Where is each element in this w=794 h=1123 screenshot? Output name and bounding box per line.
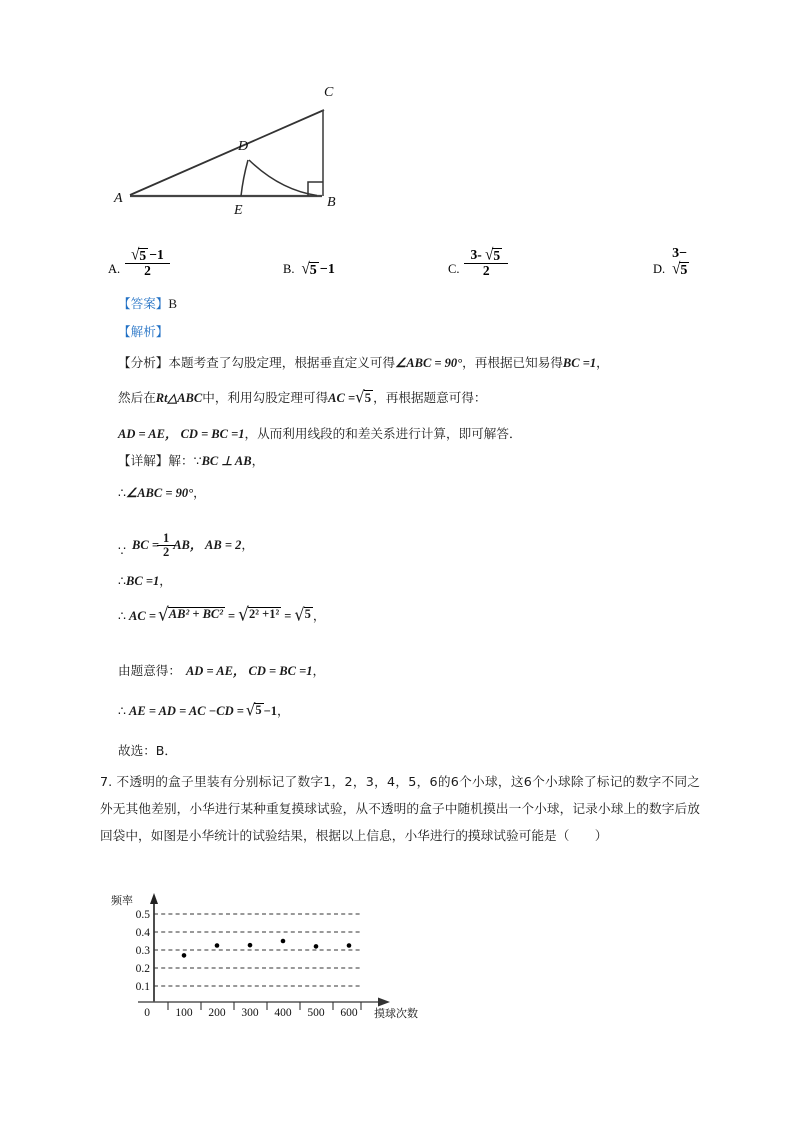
detail-step1-math: BC ⊥ AB bbox=[201, 454, 252, 468]
analysis-line1-text-a: 本题考查了勾股定理，根据垂直定义可得 bbox=[168, 355, 396, 370]
chart-xlabel: 摸球次数 bbox=[374, 1007, 418, 1020]
label-A: A bbox=[114, 191, 123, 206]
detail-step2-tail: ， bbox=[193, 485, 206, 500]
detail-step7-tail: ， bbox=[277, 703, 290, 718]
chart-gridlines bbox=[154, 914, 360, 986]
option-b[interactable] bbox=[283, 262, 335, 278]
option-d[interactable] bbox=[653, 246, 689, 278]
analysis-line2-math-2: AC = bbox=[328, 391, 356, 405]
analysis-line-2 bbox=[118, 387, 487, 406]
detail-step5-equals-2: = bbox=[284, 609, 292, 623]
question-7-text: 不透明的盒子里装有分别标记了数字1，2，3，4，5，6的6个小球，这6个小球除了标记的数字不同之外无其他差别，小华进行某种重复摸球试验，从不透明的盒子中随机摸出一个小球，记录小球上的数字后放回袋中，如图是小华统计的试验结果，根据以上信息，小华进行的摸球试验可能是（ ） bbox=[100, 774, 700, 843]
option-c-numerator: 3- √ 5 bbox=[470, 245, 501, 264]
analysis-line2-text-b: 中，利用勾股定理可得 bbox=[202, 390, 329, 405]
detail-step5-radical-1: √ AB² + BC² bbox=[157, 604, 224, 626]
detail-step1-tail: ， bbox=[251, 453, 265, 468]
detail-step7-math: AE = AD = AC −CD = bbox=[129, 704, 244, 718]
option-a-numerator: √ 5 −1 bbox=[131, 245, 164, 264]
option-a-fraction bbox=[128, 245, 167, 279]
analysis-line2-math-1: Rt△ABC bbox=[155, 391, 203, 405]
chart-xtick-300: 300 bbox=[241, 1007, 259, 1019]
option-b-letter: B. bbox=[283, 262, 295, 276]
option-d-letter: D. bbox=[653, 262, 666, 276]
detail-step3-math-b: AB， AB = 2 bbox=[173, 538, 242, 552]
analysis-line1-math-1: ∠ABC = 90° bbox=[395, 356, 463, 370]
chart-point bbox=[215, 943, 220, 948]
sqrt-5-c: √ 5 bbox=[485, 245, 501, 264]
chart-ytick-0.4: 0.4 bbox=[135, 927, 150, 939]
chart-point bbox=[314, 944, 319, 949]
detail-step3-tail: ， bbox=[241, 537, 254, 552]
analysis-line1-math-2: BC =1 bbox=[562, 356, 597, 370]
detail-line-7 bbox=[118, 700, 290, 719]
detail-conclusion bbox=[118, 740, 177, 759]
chart-data-points bbox=[182, 939, 352, 958]
arc-DE bbox=[241, 160, 248, 196]
detail-line-3 bbox=[118, 520, 254, 559]
analysis-line-3 bbox=[118, 423, 522, 442]
detail-intro: 解： bbox=[168, 453, 194, 468]
chart-origin-label: 0 bbox=[144, 1007, 150, 1019]
sqrt-5-b: √ 5 bbox=[301, 260, 317, 278]
explanation-header bbox=[118, 321, 168, 340]
geometry-figure-svg bbox=[112, 78, 362, 218]
detail-step7-radical: √ 5 bbox=[245, 700, 262, 720]
chart-y-arrow bbox=[150, 893, 158, 904]
segment-AC bbox=[130, 110, 324, 195]
analysis-line2-text-c: ，再根据题意可得： bbox=[373, 390, 487, 405]
detail-line-1 bbox=[118, 450, 264, 469]
label-B: B bbox=[327, 195, 336, 210]
label-E: E bbox=[234, 203, 243, 218]
option-a[interactable] bbox=[108, 245, 168, 279]
sqrt-5-d: √ 5 bbox=[672, 260, 688, 278]
answer-line bbox=[118, 293, 177, 312]
detail-step3-symbol: ∵ bbox=[118, 543, 127, 558]
detail-line-2 bbox=[118, 482, 206, 501]
detail-step5-equals-1: = bbox=[228, 609, 236, 623]
analysis-line2-text-a: 然后在 bbox=[118, 390, 156, 405]
detail-step4-math: BC =1 bbox=[126, 574, 160, 588]
detail-step5-tail: ， bbox=[312, 608, 326, 623]
question-7-number: 7. bbox=[100, 774, 113, 789]
geometry-figure bbox=[112, 78, 362, 218]
detail-line-4 bbox=[118, 570, 172, 589]
explanation-label: 【解析】 bbox=[118, 324, 169, 339]
detail-step5-radicand-2: 2² +1² bbox=[248, 607, 280, 621]
chart-x-tickmarks bbox=[168, 1002, 361, 1010]
detail-step2-symbol: ∴ bbox=[118, 486, 127, 500]
chart-xtick-100: 100 bbox=[175, 1007, 193, 1019]
sqrt-5-a: √ 5 bbox=[131, 245, 147, 264]
chart-point bbox=[182, 953, 187, 958]
detail-step4-symbol: ∴ bbox=[118, 574, 127, 588]
detail-step3-fraction bbox=[160, 532, 172, 559]
option-b-expression: √ 5 −1 bbox=[301, 260, 335, 278]
detail-step2-math: ∠ABC = 90° bbox=[126, 486, 194, 500]
chart-ytick-0.1: 0.1 bbox=[135, 981, 150, 993]
option-d-expression: 3− √ 5 bbox=[672, 245, 688, 278]
option-a-letter: A. bbox=[108, 262, 121, 276]
detail-step1-symbol: ∵ bbox=[193, 454, 202, 468]
detail-step3-math-a: BC = bbox=[132, 538, 159, 552]
detail-line-5 bbox=[118, 605, 325, 624]
label-C: C bbox=[324, 85, 334, 100]
detail-conclusion-text: 故选：B． bbox=[118, 743, 178, 758]
detail-label: 【详解】 bbox=[118, 453, 169, 468]
label-D: D bbox=[238, 139, 249, 154]
chart-xtick-200: 200 bbox=[208, 1007, 226, 1019]
chart-point bbox=[248, 943, 253, 948]
detail-step5-lhs: AC = bbox=[129, 609, 156, 623]
chart-ytick-0.2: 0.2 bbox=[135, 963, 150, 975]
option-c[interactable] bbox=[448, 245, 506, 279]
detail-step4-tail: ， bbox=[159, 573, 172, 588]
analysis-label: 【分析】 bbox=[118, 355, 169, 370]
chart-ylabel: 频率 bbox=[111, 894, 133, 907]
analysis-line1-text-c: ， bbox=[596, 355, 609, 370]
chart-xtick-500: 500 bbox=[307, 1007, 325, 1019]
answer-value: B bbox=[168, 296, 178, 311]
arc-DB bbox=[249, 160, 317, 196]
answer-options bbox=[108, 232, 688, 278]
chart-point bbox=[347, 943, 352, 948]
analysis-line3-text: ，从而利用线段的和差关系进行计算，即可解答． bbox=[244, 426, 522, 441]
frequency-scatter-chart bbox=[108, 890, 448, 1040]
detail-step5-radicand-3: 5 bbox=[304, 607, 311, 621]
option-c-letter: C. bbox=[448, 262, 460, 276]
detail-step3-denominator: 2 bbox=[157, 545, 175, 559]
detail-step7-minus-one: −1 bbox=[263, 704, 278, 718]
detail-step7-symbol: ∴ bbox=[118, 704, 127, 718]
chart-xtick-600: 600 bbox=[340, 1007, 358, 1019]
detail-step3-numerator: 1 bbox=[162, 531, 170, 546]
analysis-line-1 bbox=[118, 352, 609, 371]
analysis-line3-math: AD = AE， CD = BC =1 bbox=[118, 427, 245, 441]
analysis-sqrt-5: √ 5 bbox=[355, 387, 372, 407]
chart-point bbox=[281, 939, 286, 944]
answer-label: 【答案】 bbox=[118, 296, 169, 311]
option-a-denominator: 2 bbox=[125, 263, 170, 278]
detail-step5-radical-2: √ 2² +1² bbox=[238, 604, 280, 626]
question-7 bbox=[100, 768, 700, 849]
chart-x-arrow bbox=[378, 998, 390, 1007]
detail-step6-tail: ， bbox=[312, 663, 326, 678]
detail-step5-radicand-1: AB² + BC² bbox=[168, 607, 224, 621]
detail-step6-math: AD = AE， CD = BC =1 bbox=[185, 664, 313, 678]
detail-step5-symbol: ∴ bbox=[118, 609, 127, 623]
option-c-denominator: 2 bbox=[464, 263, 508, 278]
frequency-scatter-svg bbox=[108, 890, 448, 1040]
detail-line-6 bbox=[118, 660, 325, 679]
chart-ytick-0.5: 0.5 bbox=[135, 909, 150, 921]
analysis-line1-text-b: ，再根据已知易得 bbox=[462, 355, 563, 370]
detail-step5-radical-3: √ 5 bbox=[294, 604, 311, 625]
chart-ytick-0.3: 0.3 bbox=[135, 945, 150, 957]
detail-step6-lead: 由题意得： bbox=[118, 663, 181, 678]
option-c-fraction bbox=[467, 245, 505, 279]
chart-xtick-400: 400 bbox=[274, 1007, 292, 1019]
